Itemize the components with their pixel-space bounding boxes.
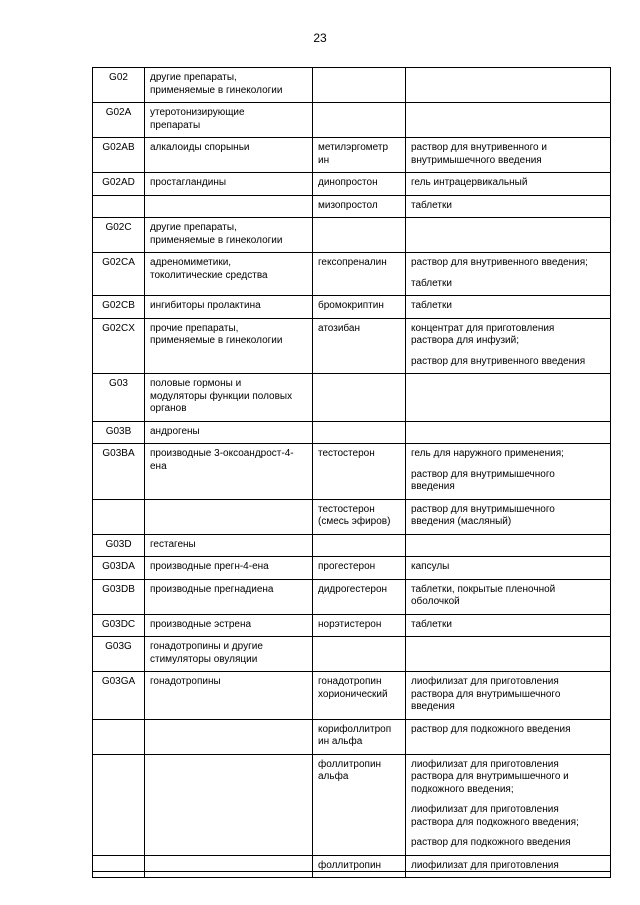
dosage-form-line: введения	[411, 701, 455, 712]
table-row	[93, 614, 611, 637]
group-name-line: модуляторы функции половых	[150, 390, 293, 402]
drug-name-cell	[313, 614, 406, 637]
table-row	[93, 195, 611, 218]
dosage-form-cell	[406, 557, 611, 580]
dosage-form-cell	[406, 672, 611, 720]
dosage-form-line: лиофилизат для приготовления	[411, 758, 559, 770]
group-name-cell	[145, 719, 313, 754]
dosage-form-cell	[406, 499, 611, 534]
atc-code: G03DA	[102, 561, 135, 572]
drug-name-cell	[313, 557, 406, 580]
dosage-form	[411, 323, 605, 348]
drug-name-line: гонадотропин	[318, 676, 382, 687]
dosage-form	[411, 356, 605, 369]
atc-code-cell	[93, 138, 145, 173]
drug-name-line: фоллитропин	[318, 758, 382, 770]
drug-name-cell	[313, 719, 406, 754]
drug-name-line: прогестерон	[318, 561, 376, 572]
group-name-line: простагландины	[150, 177, 227, 188]
dosage-form-line: подкожного введения;	[411, 783, 514, 795]
atc-code: G02CB	[102, 300, 135, 311]
group-name-cell	[145, 296, 313, 319]
dosage-form-cell	[406, 218, 611, 253]
dosage-form	[411, 257, 605, 270]
dosage-form-line: лиофилизат для приготовления	[411, 804, 559, 815]
atc-code: G02CX	[102, 322, 135, 334]
drug-name-line: дидрогестерон	[318, 583, 388, 595]
atc-code-cell	[93, 173, 145, 196]
atc-code-cell	[93, 374, 145, 422]
group-name-cell	[145, 614, 313, 637]
dosage-form	[411, 200, 605, 213]
drug-name-cell	[313, 579, 406, 614]
dosage-form-cell	[406, 534, 611, 557]
dosage-form	[411, 469, 605, 494]
dosage-form	[411, 584, 605, 609]
table-row	[93, 68, 611, 103]
drug-name-line: ин	[318, 154, 330, 166]
dosage-form-line: раствор для подкожного введения	[411, 723, 571, 735]
dosage-form-cell	[406, 421, 611, 444]
dosage-form-line: гель интрацервикальный	[411, 177, 528, 188]
dosage-form-line: раствор для внутривенного введения;	[411, 257, 588, 268]
dosage-form	[411, 561, 605, 574]
atc-code: G03B	[105, 425, 132, 437]
table-row	[93, 318, 611, 374]
dosage-form-line: раствора для подкожного введения;	[411, 816, 579, 828]
atc-code: G03DB	[102, 583, 135, 595]
dosage-form-line: раствора для внутримышечного и	[411, 771, 569, 782]
dosage-form	[411, 504, 605, 529]
group-name-line: применяемые в гинекологии	[150, 234, 283, 246]
group-name-cell	[145, 444, 313, 500]
atc-code: G02CA	[102, 257, 135, 268]
dosage-form-line: таблетки	[411, 199, 452, 211]
dosage-form	[411, 837, 605, 850]
drug-name-line: бромокриптин	[318, 300, 384, 311]
group-name-line: гестагены	[150, 538, 196, 550]
drug-name-cell	[313, 138, 406, 173]
drug-name-line: мизопростол	[318, 199, 378, 211]
page-number: 23	[313, 31, 327, 45]
atc-code-cell	[93, 253, 145, 296]
group-name-cell	[145, 218, 313, 253]
drug-name-cell	[313, 855, 406, 878]
atc-code: G02AB	[102, 142, 135, 153]
group-name-cell	[145, 534, 313, 557]
atc-code-cell	[93, 195, 145, 218]
dosage-form-cell	[406, 855, 611, 878]
atc-code-cell	[93, 218, 145, 253]
atc-code-cell	[93, 421, 145, 444]
drug-name-line: (смесь эфиров)	[318, 516, 391, 527]
atc-code: G03G	[105, 641, 132, 652]
dosage-form	[411, 300, 605, 313]
group-name-line: алкалоиды спорыньи	[150, 142, 250, 153]
dosage-form-line: таблетки, покрытые пленочной	[411, 583, 556, 595]
drug-name-cell	[313, 444, 406, 500]
dosage-form-line: раствор для внутривенного и	[411, 142, 547, 153]
group-name-line: ена	[150, 460, 167, 472]
table-row	[93, 296, 611, 319]
drug-name-line: ин альфа	[318, 736, 363, 747]
dosage-form-line: раствор для подкожного введения	[411, 837, 571, 848]
atc-code-cell	[93, 855, 145, 878]
drug-name-cell	[313, 103, 406, 138]
dosage-form-cell	[406, 374, 611, 422]
dosage-form	[411, 142, 605, 167]
atc-code-cell	[93, 534, 145, 557]
dosage-form-line: введения	[411, 481, 455, 492]
group-name-line: половые гормоны и	[150, 378, 242, 389]
group-name-cell	[145, 579, 313, 614]
table-row	[93, 579, 611, 614]
dosage-form-cell	[406, 318, 611, 374]
table-row	[93, 534, 611, 557]
drug-name-line: норэтистерон	[318, 618, 382, 630]
group-name-cell	[145, 374, 313, 422]
atc-code-cell	[93, 754, 145, 855]
dosage-form-cell	[406, 614, 611, 637]
group-name-line: утеротонизирующие	[150, 107, 245, 118]
group-name-cell	[145, 855, 313, 878]
drug-name-cell	[313, 499, 406, 534]
drug-name-line: хорионический	[318, 688, 388, 700]
group-name-line: производные эстрена	[150, 618, 252, 630]
dosage-form	[411, 278, 605, 291]
table-body	[93, 68, 611, 878]
atc-code: G03DC	[101, 618, 136, 630]
group-name-line: производные прегнадиена	[150, 583, 274, 595]
dosage-form-line: оболочкой	[411, 596, 460, 607]
drug-name-line: тестостерон	[318, 503, 375, 515]
group-name-line: токолитические средства	[150, 269, 268, 281]
dosage-form-cell	[406, 444, 611, 500]
dosage-form-line: таблетки	[411, 618, 452, 630]
table-row	[93, 499, 611, 534]
group-name-line: стимуляторы овуляции	[150, 653, 258, 665]
atc-code-cell	[93, 444, 145, 500]
group-name-line: применяемые в гинекологии	[150, 335, 283, 346]
atc-code: G03GA	[101, 676, 136, 687]
drug-name-cell	[313, 637, 406, 672]
group-name-line: ингибиторы пролактина	[150, 300, 261, 311]
group-name-cell	[145, 68, 313, 103]
drug-name-line: фоллитропин	[318, 859, 382, 871]
table-bottom-edge	[92, 871, 610, 872]
dosage-form-line: раствор для внутримышечного	[411, 468, 555, 480]
table-row	[93, 557, 611, 580]
group-name-line: другие препараты,	[150, 72, 237, 83]
atc-code: G03	[109, 378, 128, 389]
table-row	[93, 672, 611, 720]
dosage-form-line: внутримышечного введения	[411, 154, 542, 166]
dosage-form-line: раствора для инфузий;	[411, 335, 519, 346]
group-name-cell	[145, 499, 313, 534]
dosage-form	[411, 676, 605, 714]
dosage-form-line: гель для наружного применения;	[411, 448, 564, 459]
group-name-line: препараты	[150, 119, 201, 131]
table-row	[93, 253, 611, 296]
group-name-line: производные 3-оксоандрост-4-	[150, 448, 294, 459]
drug-name-cell	[313, 218, 406, 253]
drug-name-line: корифоллитроп	[318, 723, 392, 735]
atc-code-cell	[93, 68, 145, 103]
drug-name-cell	[313, 296, 406, 319]
drug-name-cell	[313, 173, 406, 196]
atc-code: G02A	[105, 107, 132, 118]
drug-name-line: тестостерон	[318, 448, 375, 459]
dosage-form	[411, 448, 605, 461]
dosage-form-cell	[406, 579, 611, 614]
group-name-line: применяемые в гинекологии	[150, 84, 283, 96]
atc-code-cell	[93, 296, 145, 319]
dosage-form-cell	[406, 637, 611, 672]
atc-code: G02	[109, 72, 128, 83]
drug-name-cell	[313, 421, 406, 444]
group-name-line: производные прегн-4-ена	[150, 561, 269, 572]
drug-name-cell	[313, 318, 406, 374]
table-row	[93, 719, 611, 754]
dosage-form	[411, 177, 605, 190]
group-name-cell	[145, 557, 313, 580]
dosage-form-line: капсулы	[411, 561, 450, 572]
dosage-form-cell	[406, 173, 611, 196]
table-row	[93, 173, 611, 196]
dosage-form-line: таблетки	[411, 300, 452, 311]
drug-name-cell	[313, 253, 406, 296]
atc-code-cell	[93, 672, 145, 720]
dosage-form	[411, 619, 605, 632]
atc-code: G03D	[105, 538, 132, 550]
drug-name-line: альфа	[318, 771, 349, 782]
group-name-cell	[145, 672, 313, 720]
group-name-cell	[145, 103, 313, 138]
group-name-cell	[145, 318, 313, 374]
drug-name-cell	[313, 195, 406, 218]
group-name-line: андрогены	[150, 425, 200, 437]
group-name-line: другие препараты,	[150, 222, 237, 233]
group-name-cell	[145, 138, 313, 173]
group-name-cell	[145, 754, 313, 855]
table-row	[93, 754, 611, 855]
atc-code: G02C	[105, 222, 132, 233]
dosage-form-line: лиофилизат для приготовления	[411, 676, 559, 687]
table-row	[93, 138, 611, 173]
dosage-form-line: раствора для внутримышечного	[411, 688, 561, 700]
atc-code-cell	[93, 499, 145, 534]
dosage-form-cell	[406, 103, 611, 138]
dosage-form	[411, 804, 605, 829]
dosage-form-line: лиофилизат для приготовления	[411, 859, 559, 871]
table-row	[93, 374, 611, 422]
dosage-form-line: таблетки	[411, 277, 452, 289]
table-row	[93, 855, 611, 878]
group-name-cell	[145, 421, 313, 444]
drug-name-line: атозибан	[318, 322, 361, 334]
group-name-cell	[145, 637, 313, 672]
table-row	[93, 421, 611, 444]
table-row	[93, 103, 611, 138]
dosage-form-cell	[406, 754, 611, 855]
atc-code-cell	[93, 318, 145, 374]
dosage-form-cell	[406, 138, 611, 173]
drug-name-cell	[313, 754, 406, 855]
dosage-form	[411, 759, 605, 797]
drug-name-cell	[313, 534, 406, 557]
drug-name-cell	[313, 374, 406, 422]
group-name-line: гонадотропины	[150, 676, 221, 687]
group-name-line: прочие препараты,	[150, 322, 239, 334]
group-name-line: органов	[150, 403, 187, 414]
dosage-form-cell	[406, 296, 611, 319]
group-name-line: гонадотропины и другие	[150, 641, 263, 652]
dosage-form-cell	[406, 719, 611, 754]
atc-code-cell	[93, 557, 145, 580]
atc-code-cell	[93, 614, 145, 637]
dosage-form-cell	[406, 195, 611, 218]
group-name-line: адреномиметики,	[150, 257, 232, 268]
dosage-form-line: раствор для внутримышечного	[411, 503, 555, 515]
drug-name-cell	[313, 68, 406, 103]
dosage-form-line: введения (масляный)	[411, 516, 512, 527]
dosage-form-cell	[406, 253, 611, 296]
atc-code: G03BA	[102, 448, 135, 459]
table-row	[93, 218, 611, 253]
group-name-cell	[145, 253, 313, 296]
dosage-form	[411, 724, 605, 737]
atc-code: G02AD	[102, 177, 135, 188]
drug-name-line: метилэргометр	[318, 142, 389, 153]
atc-code-cell	[93, 637, 145, 672]
dosage-form-line: раствор для внутривенного введения	[411, 355, 586, 367]
atc-code-cell	[93, 579, 145, 614]
dosage-form-cell	[406, 68, 611, 103]
drug-name-cell	[313, 672, 406, 720]
drug-name-line: динопростон	[318, 177, 378, 188]
group-name-cell	[145, 173, 313, 196]
drug-name-line: гексопреналин	[318, 257, 387, 268]
group-name-cell	[145, 195, 313, 218]
atc-code-cell	[93, 719, 145, 754]
drug-table	[92, 67, 611, 878]
table-row	[93, 637, 611, 672]
dosage-form-line: концентрат для приготовления	[411, 322, 555, 334]
atc-code-cell	[93, 103, 145, 138]
table-row	[93, 444, 611, 500]
